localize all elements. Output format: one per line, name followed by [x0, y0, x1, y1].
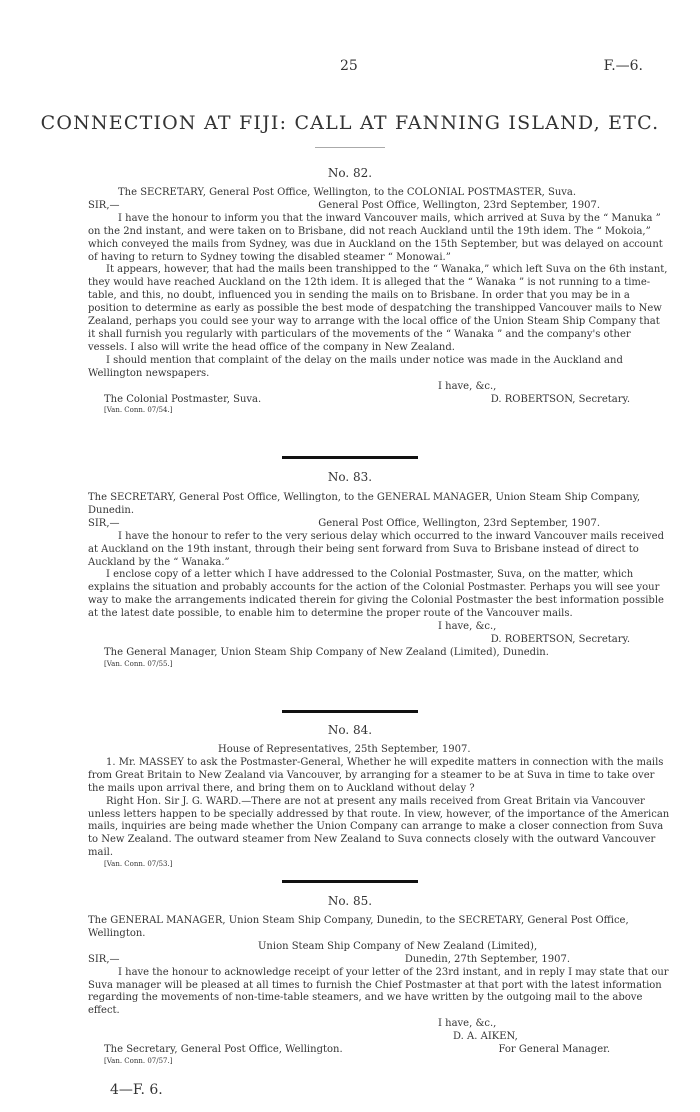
title-divider [315, 147, 385, 148]
section-85-addressee: The Secretary, General Post Office, Wellington. [104, 1044, 343, 1056]
section-82-file-ref: [Van. Conn. 07/54.] [104, 406, 173, 415]
section-83-closing: I have, &c., [438, 621, 497, 633]
section-84-heading: House of Representatives, 25th September, 1907. [218, 744, 471, 755]
section-82-addressee: The Colonial Postmaster, Suva. [104, 393, 262, 405]
section-84-number: No. 84. [327, 723, 373, 737]
section-82-closing: I have, &c., [438, 380, 497, 392]
section-82-salutation: SIR,— [88, 199, 120, 211]
section-84-file-ref: [Van. Conn. 07/53.] [104, 860, 173, 869]
section-83-number: No. 83. [327, 470, 373, 484]
document-reference: F.—6. [603, 58, 643, 74]
section-divider [282, 710, 418, 713]
section-divider [282, 880, 418, 883]
section-85 [88, 915, 670, 1066]
section-85-paragraph: I have the honour to acknowledge receipt of your letter of the 23rd instant, and in reply I may state that our Suva manager will be pleased at all times to furnish the Chief Postmaster at that port with the latest information regarding the movements of non-time-table steamers, and we have written by the outgoing mail to the above effect. [88, 966, 669, 1017]
section-82-paragraph: I should mention that complaint of the delay on the mails under notice was made in the Auckland and Wellington newspapers. [88, 354, 623, 379]
section-85-number: No. 85. [327, 894, 373, 908]
section-84 [88, 744, 670, 869]
section-divider [282, 456, 418, 459]
section-83-signature: D. ROBERTSON, Secretary. [490, 633, 630, 645]
section-82 [88, 187, 670, 415]
section-83 [88, 492, 670, 669]
section-82-paragraph: It appears, however, that had the mails been transhipped to the “ Wanaka,” which left Suva on the 6th instant, they would have reached Auckland on the 12th idem. It is alleged that the “ Wanaka ” is not running to a time-table, and this, no doubt, influenced you in sending the mails on to Brisbane. In order that you may be in a position to determine as early as possible the best mode of despatching the transhipped Vancouver mails to New Zealand, perhaps you could see your way to arrange with the local office of the Union Steam Ship Company that it shall furnish you regularly with particulars of the movements of the “ Wanaka ” and the company's other vessels. I also will write the head office of the company in New Zealand. [88, 264, 668, 353]
section-83-file-ref: [Van. Conn. 07/55.] [104, 659, 173, 668]
section-85-address: Union Steam Ship Company of New Zealand (Limited), [258, 940, 538, 952]
section-83-salutation: SIR,— [88, 517, 120, 529]
section-85-closing: I have, &c., [438, 1018, 497, 1030]
section-82-heading: The SECRETARY, General Post Office, Wellington, to the COLONIAL POSTMASTER, Suva. [118, 187, 577, 198]
section-85-file-ref: [Van. Conn. 07/57.] [104, 1056, 173, 1065]
section-85-date: Dunedin, 27th September, 1907. [404, 953, 570, 965]
section-82-paragraph: I have the honour to inform you that the inward Vancouver mails, which arrived at Suva by the “ Manuka ” on the 2nd instant, and were taken on to Brisbane, did not reach Auckland until the 19th idem. The “ Mokoia,” which conveyed the mails from Sydney, was due in Auckland on the 15th September, but was delayed on account of having to return to Sydney towing the disabled steamer “ Monowai.” [88, 212, 663, 263]
section-83-paragraph: I enclose copy of a letter which I have addressed to the Colonial Postmaster, Suva, on the matter, which explains the situation and probably accounts for the action of the Colonial Postmaster. Perhaps you will see your way to make the arrangements indicated therein for giving the Colonial Postmaster the best information possible at the latest date possible, to enable him to determine the proper route of the Vancouver mails. [88, 569, 664, 620]
section-85-signature: D. A. AIKEN, [453, 1031, 518, 1043]
section-82-number: No. 82. [327, 166, 373, 180]
page-title: CONNECTION AT FIJI: CALL AT FANNING ISLAND, ETC. [40, 112, 660, 134]
section-83-heading: The SECRETARY, General Post Office, Wellington, to the GENERAL MANAGER, Union Steam Ship Company, Dunedin. [88, 492, 641, 516]
section-82-signature: D. ROBERTSON, Secretary. [490, 393, 630, 405]
section-84-paragraph: 1. Mr. MASSEY to ask the Postmaster-General, Whether he will expedite matters in connection with the mails from Great Britain to New Zealand via Vancouver, by arranging for a steamer to be at Suva in time to take over the mails upon arrival there, and bring them on to Auckland without delay ? [88, 756, 664, 794]
section-84-paragraph: Right Hon. Sir J. G. WARD.—There are not at present any mails received from Great Britain via Vancouver unless letters happen to be specially addressed by that route. In view, however, of the importance of the American mails, inquiries are being made whether the Union Company can arrange to make a closer connection from Suva to New Zealand. The outward steamer from New Zealand to Suva connects closely with the outward Vancouver mail. [88, 795, 670, 859]
section-83-paragraph: I have the honour to refer to the very serious delay which occurred to the inward Vancouver mails received at Auckland on the 19th instant, through their being sent forward from Suva to Brisbane instead of direct to Auckland by the “ Wanaka.” [88, 530, 664, 568]
section-85-salutation: SIR,— [88, 953, 120, 965]
section-85-signature-title: For General Manager. [498, 1044, 610, 1056]
section-83-address: General Post Office, Wellington, 23rd September, 1907. [318, 517, 600, 529]
page-number: 25 [340, 58, 358, 74]
section-85-heading: The GENERAL MANAGER, Union Steam Ship Company, Dunedin, to the SECRETARY, General Post Office, Wellington. [88, 915, 629, 939]
section-82-address: General Post Office, Wellington, 23rd September, 1907. [318, 199, 600, 211]
section-83-addressee: The General Manager, Union Steam Ship Company of New Zealand (Limited), Dunedin. [104, 646, 549, 658]
page-footer: 4—F. 6. [110, 1082, 163, 1098]
